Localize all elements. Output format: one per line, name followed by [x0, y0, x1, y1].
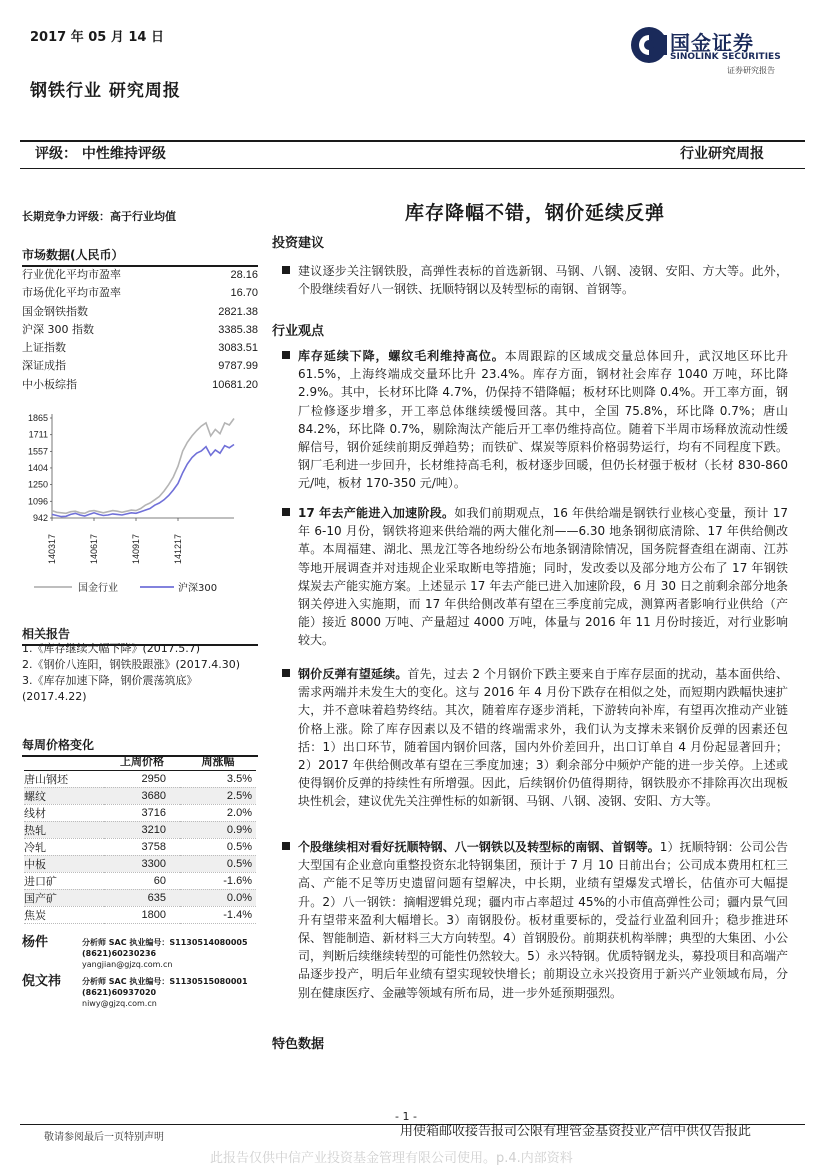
paragraph-text: 本周跟踪的区域成交量总体回升，武汉地区环比升 61.5%，上海终端成交量环比升 23.4%。库存方面，钢材社会库存 1040 万吨，环比降 2.9%。其中，长材环比降 4.7%，仍保持不错降幅；板材环比则降 0.4%。开工率方面，钢厂检修逐步增多，开工率总体继续缓慢回落。其中，全国 75.8%，环比降 0.7%；唐山 84.2%，环比降 0.7%，剔除淘汰产能后开工率仍维持高位。随着下半周市场释放流动性缓解信号，钢价延续前期反弹趋势；而铁矿、煤炭等原料价格弱势运行，均有不同程度下跌。钢厂毛利进一步回升，长材维持高毛利，板材逐步回暖，但仍长材强于板材（长材 830-860 元/吨，板材 170-350 元/吨）。 [298, 349, 788, 491]
bullet-icon [282, 842, 290, 850]
market-data-heading: 市场数据(人民币） [22, 246, 258, 267]
report-type: 行业研究周报 [680, 146, 764, 162]
table-cell-name: 进口矿 [24, 872, 104, 889]
table-cell-price: 3300 [104, 855, 180, 872]
invest-advice-paragraph [280, 262, 788, 298]
paragraph-text: 如我们前期观点，16 年供给端是钢铁行业核心变量，预计 17 年 6-10 月份，钢铁将迎来供给端的两大催化剂——6.30 地条钢彻底清除、17 年供给侧改革。本周福建、湖北、黑龙江等各地纷纷公布地条钢清除情况，国务院督查组在湖南、江苏等地开展调查并对违规企业采取断电等措施；同时，发改委以及部分地方公布了 17 年钢铁煤炭去产能实施方案。上述显示 17 年去产能已进入加速阶段，6 月 30 日之前剩余部分地条钢关停进入实施期，而 17 年供给侧改革有望在三季度前完成，测算两者影响行业供给（产能）接近 8000 万吨、产量超过 4000 万吨，体量与 2016 年 11 月份时接近，对行业影响较大。 [298, 506, 788, 648]
analyst-phone: (8621)60230236 [82, 949, 157, 958]
market-data-value: 28.16 [230, 269, 258, 281]
market-data-row [22, 303, 258, 321]
table-row [24, 872, 256, 889]
chart-y-tick-label: 1557 [27, 446, 48, 457]
chart-y-tick-label: 1096 [27, 496, 48, 507]
logo-text-cn: 国金证券 [670, 31, 754, 55]
bullet-icon [282, 508, 290, 516]
market-data-value: 3083.51 [218, 342, 258, 355]
paragraph-lead: 库存延续下降，螺纹毛利维持高位。 [298, 349, 505, 363]
paragraph-lead: 个股继续相对看好抚顺特钢、八一钢铁以及转型标的南钢、首钢等。 [298, 840, 660, 854]
paragraph-lead: 17 年去产能进入加速阶段。 [298, 506, 455, 520]
table-cell-chg: 0.5% [180, 838, 256, 855]
table-header-cell: 周涨幅 [180, 752, 256, 770]
market-data-row [22, 266, 258, 284]
view-paragraph-2 [280, 504, 788, 650]
table-cell-name: 唐山钢坯 [24, 770, 104, 787]
market-data-row [22, 357, 258, 375]
page-number: - 1 - [395, 1110, 417, 1123]
view-paragraph-1 [280, 347, 788, 493]
table-cell-chg: 0.5% [180, 855, 256, 872]
market-data-label: 上证指数 [22, 341, 66, 355]
analyst-sac-id: 分析师 SAC 执业编号：S1130515080001 [82, 977, 248, 986]
analyst-info [82, 937, 248, 970]
report-date: 2017 年 05 月 14 日 [30, 30, 164, 45]
table-cell-chg: 2.0% [180, 804, 256, 821]
index-chart [22, 406, 258, 606]
table-cell-name: 热轧 [24, 821, 104, 838]
chart-y-tick-label: 1250 [27, 479, 48, 490]
market-data-label: 深证成指 [22, 359, 66, 373]
table-cell-price: 3716 [104, 804, 180, 821]
table-row [24, 804, 256, 821]
market-data-value: 16.70 [230, 287, 258, 300]
table-header-cell: 上周价格 [104, 752, 180, 770]
related-report-item[interactable]: 2.《钢价八连阳，钢铁股跟涨》(2017.4.30) [22, 658, 241, 671]
chart-x-tick-label: 140617 [89, 533, 99, 564]
analyst-phone: (8621)60937020 [82, 988, 157, 997]
table-row [24, 838, 256, 855]
market-data-label: 市场优化平均市盈率 [22, 286, 121, 300]
related-report-item[interactable]: 1.《库存继续大幅下降》(2017.5.7) [22, 642, 201, 655]
market-data-row [22, 321, 258, 339]
market-data-value: 3385.38 [218, 323, 258, 336]
table-row [24, 855, 256, 872]
view-paragraph-3 [280, 665, 788, 811]
industry-view-heading: 行业观点 [272, 324, 325, 339]
paragraph-text: 首先，过去 2 个月钢价下跌主要来自于库存层面的扰动，基本面供给、需求两端并未发生大的变化。这与 2016 年 4 月份下跌存在相似之处，而短期内跌幅快速扩大，并不意味着趋势终结。其次，随着库存逐步消耗，下游转向补库，有望再次推动产业链价格上涨。除了库存因素以及不错的终端需求外，我们认为支撑未来钢价反弹的因素还包括：1）出口环节，随着国内钢价回落，国内外价差回升，出口订单自 4 月份起显著回升；2）2017 年供给侧改革有望在三季度加速；3）剩余部分中频炉产能的进一步关停。上述或使得钢价反弹的持续性有所增强。因此，后续钢价仍值得期待，钢铁股亦不排除再次出现板块性机会，建议优先关注弹性标的如新钢、马钢、八钢、凌钢、安阳、方大等。 [298, 667, 788, 809]
watermark-text: 此报告仅供中信产业投资基金管理有限公司使用。p.4.内部资料 [210, 1151, 573, 1166]
chart-x-tick-label: 140917 [131, 533, 141, 564]
chart-y-tick-label: 942 [32, 513, 48, 523]
market-data-label: 中小板综指 [22, 377, 77, 391]
related-reports-list [22, 641, 258, 705]
sinolink-logo-icon [630, 26, 668, 64]
invest-advice-heading: 投资建议 [272, 236, 325, 251]
related-reports-heading: 相关报告 [22, 625, 258, 646]
table-cell-name: 线材 [24, 804, 104, 821]
table-cell-chg: 3.5% [180, 770, 256, 787]
table-cell-name: 中板 [24, 855, 104, 872]
header-rule-top [20, 140, 805, 142]
long-term-rating: 长期竞争力评级：高于行业均值 [22, 210, 176, 223]
analyst-block [22, 976, 258, 1012]
analyst-name: 倪文祎 [22, 974, 62, 989]
chart-y-tick-label: 1404 [27, 462, 48, 473]
table-cell-chg: -1.4% [180, 906, 256, 923]
chart-x-tick-label: 140317 [47, 533, 57, 564]
table-cell-chg: 0.0% [180, 889, 256, 906]
view-paragraph-4 [280, 838, 788, 1002]
table-cell-price: 3210 [104, 821, 180, 838]
table-header-cell [24, 752, 104, 770]
table-cell-price: 1800 [104, 906, 180, 923]
table-cell-price: 2950 [104, 770, 180, 787]
table-row [24, 770, 256, 787]
table-cell-name: 螺纹 [24, 787, 104, 804]
market-data-value: 10681.20 [212, 378, 258, 391]
header-rule-bottom [20, 168, 805, 169]
logo-text-en: SINOLINK SECURITIES [670, 52, 781, 62]
price-table [24, 752, 256, 924]
market-data-value: 2821.38 [218, 305, 258, 318]
table-row [24, 821, 256, 838]
market-data-row [22, 376, 258, 394]
chart-series-line-0 [52, 419, 234, 514]
market-data-row [22, 339, 258, 357]
table-cell-price: 635 [104, 889, 180, 906]
market-data-row [22, 284, 258, 302]
feature-data-heading: 特色数据 [272, 1037, 325, 1052]
paragraph-text: 1）抚顺特钢：公司公告大型国有企业意向重整投资东北特钢集团，预计于 7 月 10 日前出台；公司成本费用杠杠三高、产能不足等历史遗留问题有望解决，中长期，业绩有望爆发式增长，估值亦可大幅提升。2）八一钢铁：摘帽逻辑兑现；疆内市占率超过 45%的小市值高弹性公司；疆内景气回升有望带来盈利大幅增长。3）南钢股份。板材重要标的，受益行业盈利回升；稳步推进环保、智能制造、新材料三大方向转型。4）首钢股份。前期获机构举牌；典型的大集团、小公司，判断后续继续转型的可能性仍然较大。5）永兴特钢。优质特钢龙头，募投项目和高端产品逐步投产，明后年业绩有望实现较快增长；前期设立永兴投资用于新兴产业领域布局，分别在健康医疗、金融等领域有所布局，进一步外延预期强烈。 [298, 840, 788, 1000]
chart-y-tick-label: 1711 [28, 429, 48, 440]
table-row [24, 906, 256, 923]
logo-subtitle: 证券研究报告 [727, 66, 775, 75]
bullet-icon [282, 266, 290, 274]
bullet-icon [282, 669, 290, 677]
invest-advice-text: 建议逐步关注钢铁股，高弹性表标的首选新钢、马钢、八钢、凌钢、安阳、方大等。此外，个股继续看好八一钢铁、抚顺特钢以及转型标的南钢、首钢等。 [298, 264, 788, 297]
chart-y-tick-label: 1865 [27, 413, 48, 423]
table-cell-chg: 2.5% [180, 787, 256, 804]
analyst-sac-id: 分析师 SAC 执业编号：S1130514080005 [82, 938, 248, 947]
bullet-icon [282, 351, 290, 359]
report-title: 库存降幅不错，钢价延续反弹 [404, 202, 665, 224]
table-cell-name: 国产矿 [24, 889, 104, 906]
analyst-email[interactable]: niwy@gjzq.com.cn [82, 999, 157, 1008]
legend-label: 国金行业 [78, 583, 118, 594]
legend-label: 沪深300 [178, 583, 218, 594]
market-data-label: 行业优化平均市盈率 [22, 268, 121, 281]
price-table-header [24, 752, 256, 770]
table-cell-price: 3758 [104, 838, 180, 855]
market-data-value: 9787.99 [218, 360, 258, 373]
table-row [24, 787, 256, 804]
related-report-item[interactable]: 3.《库存加速下降，钢价震荡筑底》(2017.4.22) [22, 674, 198, 703]
table-row [24, 889, 256, 906]
analyst-email[interactable]: yangjian@gjzq.com.cn [82, 960, 173, 969]
footer-right-text: 用使箱邮收接告报司公限有理管金基资投业产信中供仅告报此 [400, 1124, 752, 1139]
market-data-list [22, 266, 258, 394]
table-cell-price: 3680 [104, 787, 180, 804]
weekly-price-heading: 每周价格变化 [22, 736, 258, 757]
rating-label: 评级： 中性维持评级 [35, 146, 166, 162]
disclaimer-note[interactable]: 敬请参阅最后一页特别声明 [44, 1132, 164, 1143]
market-data-label: 沪深 300 指数 [22, 322, 94, 336]
table-cell-chg: -1.6% [180, 872, 256, 889]
market-data-label: 国金钢铁指数 [22, 304, 88, 318]
analyst-name: 杨件 [22, 935, 49, 950]
table-cell-price: 60 [104, 872, 180, 889]
table-cell-name: 焦炭 [24, 906, 104, 923]
industry-title: 钢铁行业 研究周报 [30, 81, 181, 101]
analyst-block [22, 937, 258, 973]
chart-series-line-1 [52, 445, 234, 517]
analyst-info [82, 976, 248, 1009]
table-cell-chg: 0.9% [180, 821, 256, 838]
paragraph-lead: 钢价反弹有望延续。 [298, 667, 408, 681]
table-cell-name: 冷轧 [24, 838, 104, 855]
chart-x-tick-label: 141217 [173, 533, 183, 564]
